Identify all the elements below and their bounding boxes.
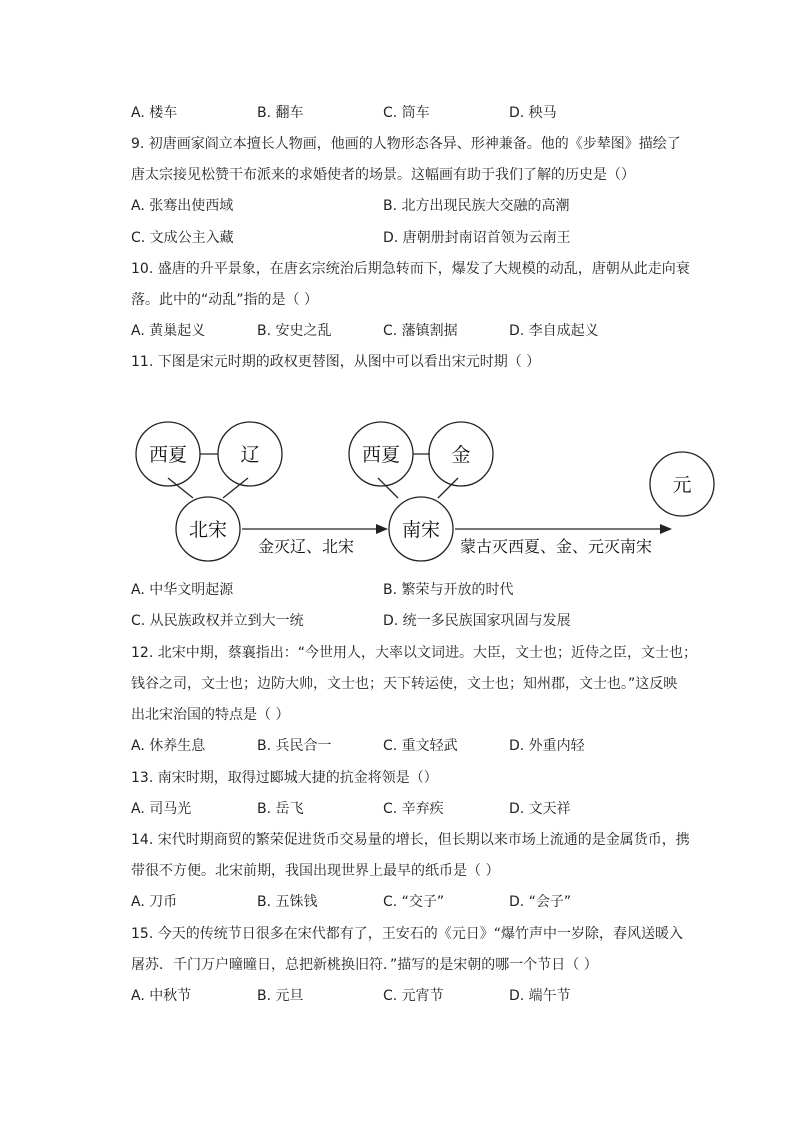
q9-option-d[interactable]: D. 唐朝册封南诏首领为云南王 xyxy=(383,230,571,246)
q10-stem-line1: 10. 盛唐的升平景象，在唐玄宗统治后期急转而下，爆发了大规模的动乱，唐朝从此走向衰 xyxy=(131,261,690,277)
q13-stem-line1: 13. 南宋时期，取得过郾城大捷的抗金将领是（） xyxy=(131,770,438,786)
q12-stem-line1: 12. 北宋中期，蔡襄指出：“今世用人，大率以文词进。大臣，文士也；近侍之臣，文士也； xyxy=(131,645,697,661)
q12-option-b[interactable]: B. 兵民合一 xyxy=(257,738,332,754)
q13-options xyxy=(131,799,691,819)
q12-stem-line3: 出北宋治国的特点是（ ） xyxy=(131,707,290,723)
q14-option-a[interactable]: A. 刀币 xyxy=(131,894,178,910)
connector-liao-beisong xyxy=(223,478,248,498)
q14-stem-line2: 带很不方便。北宋前期，我国出现世界上最早的纸币是（ ） xyxy=(131,863,500,879)
connector-xixia-beisong xyxy=(168,478,193,498)
q15-option-c[interactable]: C. 元宵节 xyxy=(383,988,444,1004)
q15-option-a[interactable]: A. 中秋节 xyxy=(131,988,192,1004)
q9-option-b[interactable]: B. 北方出现民族大交融的高潮 xyxy=(383,198,570,214)
q15-stem-line1: 15. 今天的传统节日很多在宋代都有了，王安石的《元日》“爆竹声中一岁除，春风送暖入 xyxy=(131,926,683,942)
q9-option-a[interactable]: A. 张骞出使西域 xyxy=(131,198,234,214)
q8-option-d[interactable]: D. 秧马 xyxy=(509,105,557,121)
q12-option-a[interactable]: A. 休养生息 xyxy=(131,738,206,754)
q9-stem-line1: 9. 初唐画家阎立本擅长人物画，他画的人物形态各异、形神兼备。他的《步辇图》描绘了 xyxy=(131,136,681,152)
q10-option-c[interactable]: C. 藩镇割据 xyxy=(383,323,458,339)
q11-stem-line1: 11. 下图是宋元时期的政权更替图，从图中可以看出宋元时期（ ） xyxy=(131,354,541,370)
arrow-2-label: 蒙古灭西夏、金、元灭南宋 xyxy=(460,537,653,556)
arrow-1-label: 金灭辽、北宋 xyxy=(258,537,355,556)
q14-options xyxy=(131,892,691,912)
node-xixia-1-label: 西夏 xyxy=(148,444,188,466)
q11-options-row1 xyxy=(131,580,691,600)
arrow-2-head xyxy=(660,524,672,534)
node-yuan-label: 元 xyxy=(672,474,692,496)
regime-succession-diagram xyxy=(128,408,728,568)
q11-option-c[interactable]: C. 从民族政权并立到大一统 xyxy=(131,613,304,629)
q14-stem-line1: 14. 宋代时期商贸的繁荣促进货币交易量的增长，但长期以来市场上流通的是金属货币，携 xyxy=(131,832,690,848)
q8-option-b[interactable]: B. 翻车 xyxy=(257,105,304,121)
node-liao-label: 辽 xyxy=(240,444,260,466)
q9-stem-line2: 唐太宗接见松赞干布派来的求婚使者的场景。这幅画有助于我们了解的历史是（） xyxy=(131,167,635,183)
q12-options xyxy=(131,736,691,756)
q14-option-b[interactable]: B. 五铢钱 xyxy=(257,894,318,910)
q9-option-c[interactable]: C. 文成公主入藏 xyxy=(131,230,234,246)
q8-option-a[interactable]: A. 楼车 xyxy=(131,105,178,121)
connector-xixia-nansong xyxy=(378,478,398,498)
q10-option-b[interactable]: B. 安史之乱 xyxy=(257,323,332,339)
node-jin-label: 金 xyxy=(451,444,471,466)
node-xixia-2-label: 西夏 xyxy=(361,444,401,466)
regime-diagram-svg xyxy=(128,408,728,568)
q14-option-c[interactable]: C. “交子” xyxy=(383,894,445,910)
q13-option-a[interactable]: A. 司马光 xyxy=(131,801,192,817)
q10-option-a[interactable]: A. 黄巢起义 xyxy=(131,323,206,339)
q11-option-a[interactable]: A. 中华文明起源 xyxy=(131,582,234,598)
node-beisong-label: 北宋 xyxy=(188,519,228,541)
q11-option-d[interactable]: D. 统一多民族国家巩固与发展 xyxy=(383,613,571,629)
q11-options-row2 xyxy=(131,611,691,631)
q9-options-row1 xyxy=(131,196,691,216)
connector-jin-nansong xyxy=(438,478,458,498)
q11-option-b[interactable]: B. 繁荣与开放的时代 xyxy=(383,582,514,598)
node-nansong-label: 南宋 xyxy=(401,519,441,541)
q12-stem-line2: 钱谷之司，文士也；边防大帅，文士也；天下转运使，文士也；知州郡，文士也。”这反映 xyxy=(131,676,678,692)
q15-option-d[interactable]: D. 端午节 xyxy=(509,988,571,1004)
arrow-1-head xyxy=(376,524,388,534)
q9-options-row2 xyxy=(131,228,691,248)
q10-options xyxy=(131,321,691,341)
q12-option-d[interactable]: D. 外重内轻 xyxy=(509,738,585,754)
q10-option-d[interactable]: D. 李自成起义 xyxy=(509,323,599,339)
q8-options xyxy=(131,103,691,123)
q15-stem-line2: 屠苏．千门万户曈曈日，总把新桃换旧符．”描写的是宋朝的哪一个节日（ ） xyxy=(131,957,598,973)
q13-option-c[interactable]: C. 辛弃疾 xyxy=(383,801,444,817)
q13-option-b[interactable]: B. 岳飞 xyxy=(257,801,304,817)
q15-options xyxy=(131,986,691,1006)
q15-option-b[interactable]: B. 元旦 xyxy=(257,988,304,1004)
q8-option-c[interactable]: C. 筒车 xyxy=(383,105,430,121)
q13-option-d[interactable]: D. 文天祥 xyxy=(509,801,571,817)
q12-option-c[interactable]: C. 重文轻武 xyxy=(383,738,458,754)
q14-option-d[interactable]: D. “会子” xyxy=(509,894,572,910)
q10-stem-line2: 落。此中的“动乱”指的是（ ） xyxy=(131,292,318,308)
